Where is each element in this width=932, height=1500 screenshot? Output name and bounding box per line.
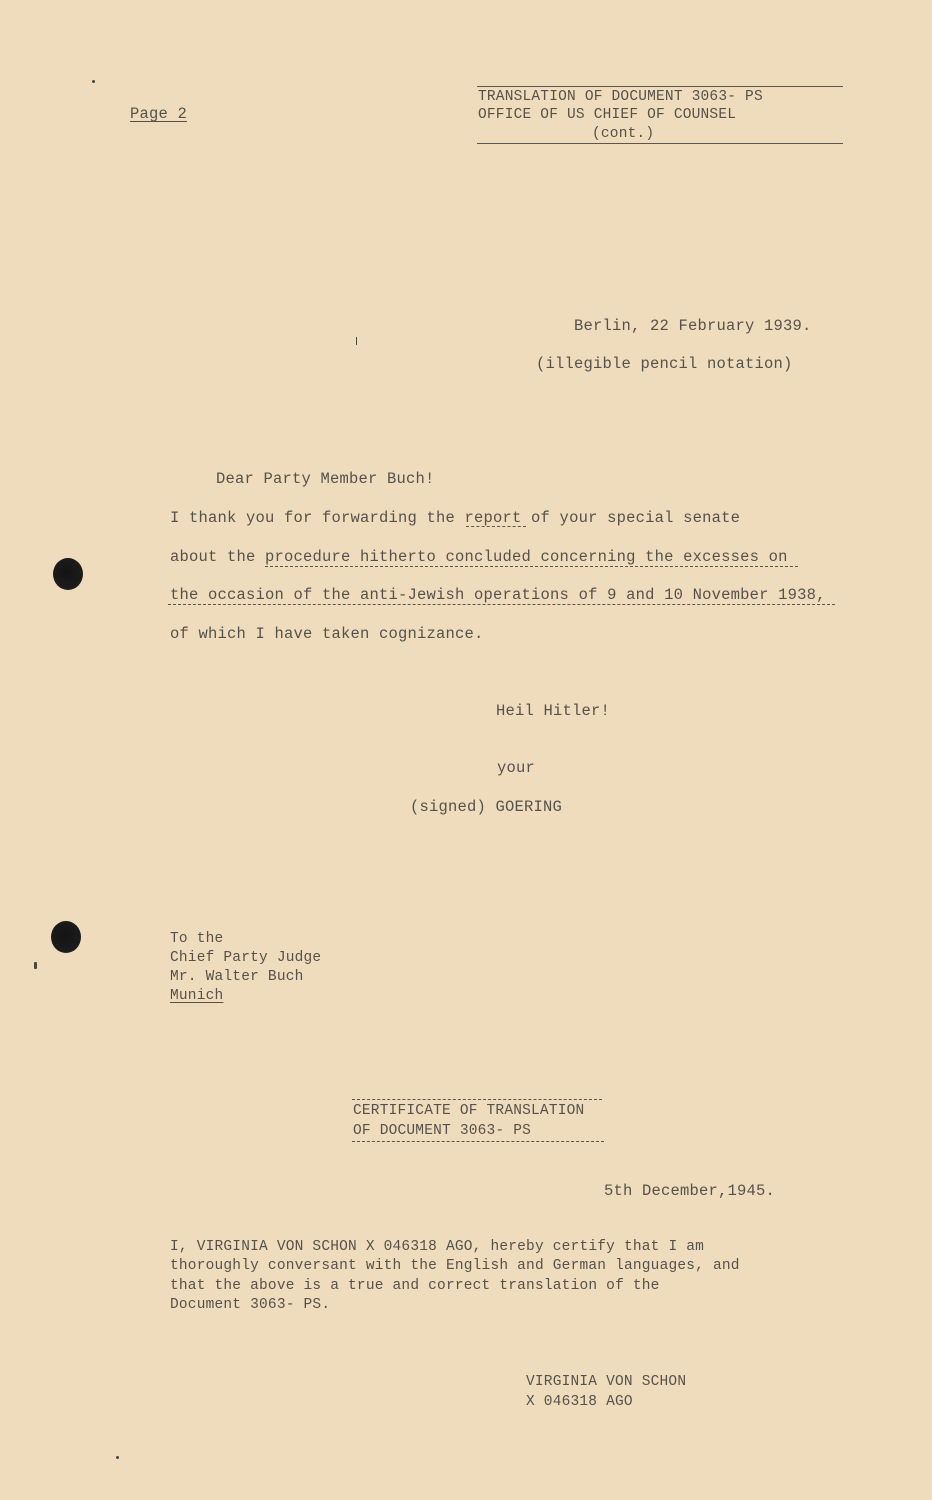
paper-speck <box>92 80 95 83</box>
paper-speck <box>356 337 357 345</box>
punch-hole-upper <box>53 558 83 590</box>
body-line-4: of which I have taken cognizance. <box>170 625 484 643</box>
certificate-bottom-rule <box>352 1141 604 1142</box>
paper-speck <box>116 1456 119 1459</box>
certificate-title-2: OF DOCUMENT 3063- PS <box>353 1123 532 1139</box>
signature-line: (signed) GOERING <box>410 798 563 816</box>
underline-report <box>466 526 526 527</box>
body-line-1: I thank you for forwarding the report of your special senate <box>170 509 741 527</box>
certificate-title-1: CERTIFICATE OF TRANSLATION <box>353 1103 585 1119</box>
salutation: Dear Party Member Buch! <box>216 470 435 488</box>
translator-name: VIRGINIA VON SCHON <box>526 1374 687 1390</box>
certificate-line-4: Document 3063- PS. <box>170 1297 331 1313</box>
header-bottom-rule <box>477 143 843 144</box>
certificate-line-1: I, VIRGINIA VON SCHON X 046318 AGO, hereby certify that I am <box>170 1239 705 1255</box>
punch-hole-lower <box>51 921 81 953</box>
address-line-3: Mr. Walter Buch <box>170 969 304 985</box>
certificate-date: 5th December,1945. <box>604 1182 776 1200</box>
paper-speck <box>34 962 37 969</box>
header-top-rule <box>477 86 843 87</box>
certificate-line-3: that the above is a true and correct translation of the <box>170 1278 660 1294</box>
translator-id: X 046318 AGO <box>526 1394 633 1410</box>
date-line: Berlin, 22 February 1939. <box>574 317 812 335</box>
address-line-4: Munich <box>170 988 224 1004</box>
body-line-2: about the procedure hitherto concluded concerning the excesses on <box>170 548 788 566</box>
address-line-1: To the <box>170 931 224 947</box>
certificate-top-rule <box>352 1099 602 1100</box>
address-line-2: Chief Party Judge <box>170 950 322 966</box>
header-line-3: (cont.) <box>592 126 655 142</box>
underline-line-2 <box>265 566 798 567</box>
page-label: Page 2 <box>130 105 188 123</box>
closing: Heil Hitler! <box>496 702 611 720</box>
your-line: your <box>497 759 536 777</box>
header-line-2: OFFICE OF US CHIEF OF COUNSEL <box>478 107 737 123</box>
header-line-1: TRANSLATION OF DOCUMENT 3063- PS <box>478 89 763 105</box>
underline-line-3 <box>168 604 835 605</box>
certificate-line-2: thoroughly conversant with the English and German languages, and <box>170 1258 740 1274</box>
body-line-3: the occasion of the anti-Jewish operations of 9 and 10 November 1938, <box>170 586 826 604</box>
pencil-notation: (illegible pencil notation) <box>536 355 793 373</box>
